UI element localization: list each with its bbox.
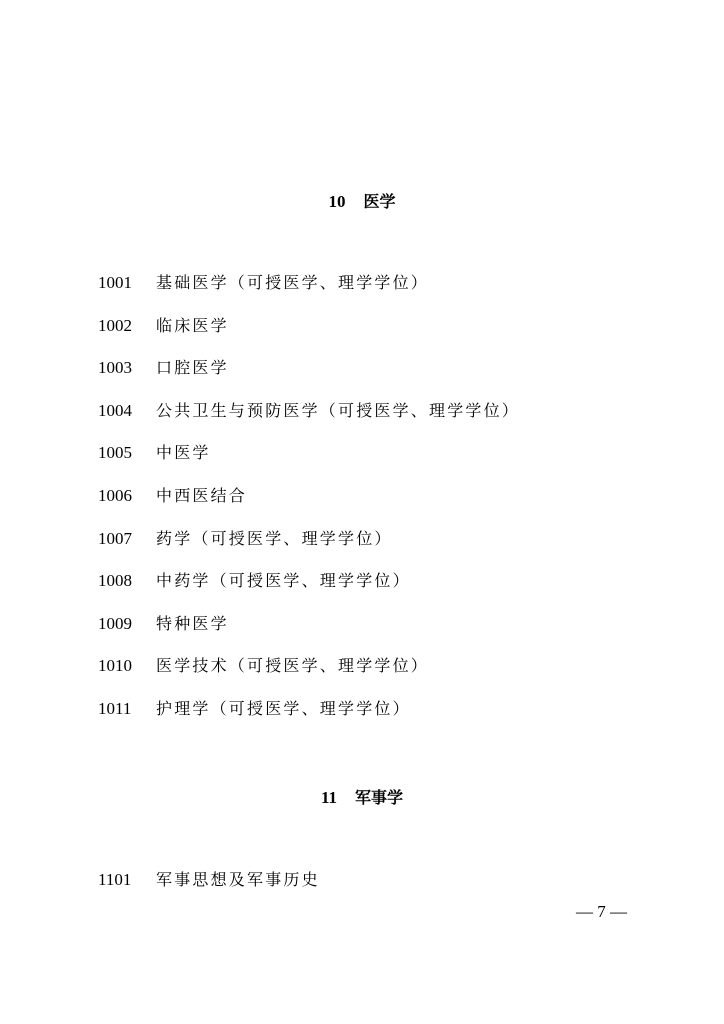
discipline-name: 公共卫生与预防医学（可授医学、理学学位） [156,400,521,420]
discipline-name: 医学技术（可授医学、理学学位） [156,656,430,676]
list-item [98,615,520,658]
discipline-code: 1005 [98,443,132,463]
discipline-name: 中医学 [156,443,211,463]
discipline-code: 1004 [98,400,132,420]
list-item [98,657,520,700]
discipline-name: 基础医学（可授医学、理学学位） [156,273,430,292]
list-item [98,444,520,487]
discipline-code: 1002 [98,315,132,335]
list-item [98,317,520,360]
discipline-code: 1007 [98,528,132,548]
list-item [98,700,520,743]
discipline-name: 药学（可授医学、理学学位） [156,528,393,548]
discipline-code: 1001 [98,273,132,292]
section-heading-military [0,785,724,808]
list-item [98,530,520,573]
discipline-name: 特种医学 [156,613,229,633]
section-title: 军事学 [355,788,404,807]
discipline-code: 1006 [98,485,132,505]
discipline-code: 1101 [98,870,132,889]
discipline-name: 中西医结合 [156,485,248,505]
list-item [98,274,520,317]
discipline-code: 1011 [98,698,132,718]
section-title: 医学 [363,192,396,211]
discipline-name: 护理学（可授医学、理学学位） [156,698,411,718]
list-item [98,359,520,402]
discipline-name: 军事思想及军事历史 [156,870,320,889]
discipline-code: 1010 [98,656,132,676]
section-number: 10 [328,192,346,211]
section-heading-medicine [0,189,724,212]
discipline-name: 中药学（可授医学、理学学位） [156,571,411,591]
discipline-code: 1009 [98,613,132,633]
discipline-list-medicine [98,274,520,743]
discipline-name: 口腔医学 [156,358,229,378]
page-number: — 7 — [576,902,627,921]
section-number: 11 [320,788,338,807]
discipline-list-military [98,871,320,914]
list-item [98,487,520,530]
list-item [98,402,520,445]
discipline-code: 1008 [98,571,132,591]
list-item [98,871,320,914]
discipline-code: 1003 [98,358,132,378]
list-item [98,572,520,615]
discipline-name: 临床医学 [156,315,229,335]
